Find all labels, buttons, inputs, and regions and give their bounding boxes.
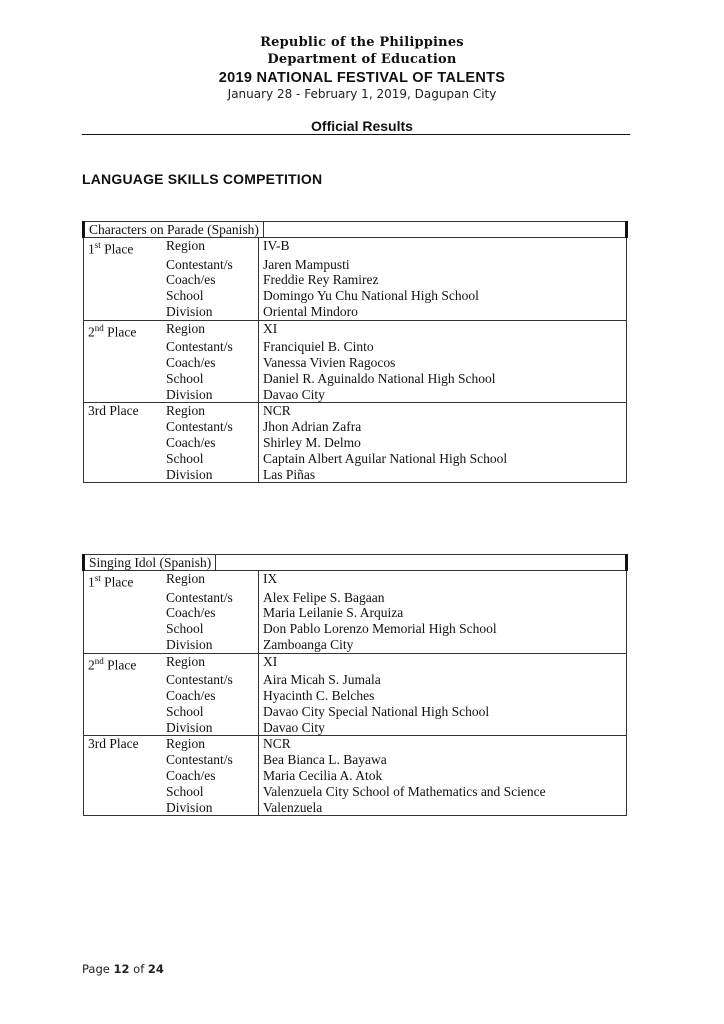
place-cell	[84, 637, 163, 653]
table-row	[84, 720, 627, 736]
table-row	[84, 257, 627, 273]
field-label: Region	[162, 736, 259, 752]
field-value: Aira Micah S. Jumala	[259, 672, 627, 688]
field-label: Region	[162, 403, 259, 419]
place-cell	[84, 720, 163, 736]
table-row	[84, 688, 627, 704]
footer-page-number: 12	[113, 962, 130, 976]
field-value: Valenzuela	[259, 800, 627, 816]
footer-page-word: Page	[82, 962, 110, 976]
table-row	[84, 451, 627, 467]
field-label: Division	[162, 637, 259, 653]
field-label: Contestant/s	[162, 752, 259, 768]
table-row	[84, 768, 627, 784]
field-value: Jhon Adrian Zafra	[259, 419, 627, 435]
place-cell	[84, 467, 163, 483]
field-label: Division	[162, 467, 259, 483]
field-value: Oriental Mindoro	[259, 304, 627, 320]
table-row	[84, 403, 627, 419]
table-row	[84, 605, 627, 621]
table-row	[84, 571, 627, 590]
field-label: Contestant/s	[162, 672, 259, 688]
table-row	[84, 272, 627, 288]
table-caption-row	[84, 555, 627, 571]
field-value: Franciquiel B. Cinto	[259, 339, 627, 355]
place-cell	[84, 621, 163, 637]
table-row	[84, 784, 627, 800]
table-row	[84, 320, 627, 339]
field-label: Coach/es	[162, 605, 259, 621]
table-caption-cell	[84, 222, 627, 238]
place-cell	[84, 304, 163, 320]
table-row	[84, 467, 627, 483]
table-row	[84, 621, 627, 637]
field-value: Valenzuela City School of Mathematics and Science	[259, 784, 627, 800]
field-value: NCR	[259, 736, 627, 752]
field-value: Vanessa Vivien Ragocos	[259, 355, 627, 371]
header-event-title: 2019 NATIONAL FESTIVAL OF TALENTS	[218, 70, 506, 86]
field-label: School	[162, 288, 259, 304]
field-label: Coach/es	[162, 768, 259, 784]
field-value: Freddie Rey Ramirez	[259, 272, 627, 288]
place-cell	[84, 768, 163, 784]
place-cell	[84, 800, 163, 816]
field-value: Alex Felipe S. Bagaan	[259, 590, 627, 606]
field-label: Region	[162, 653, 259, 672]
table-caption: Characters on Parade (Spanish)	[89, 222, 264, 237]
field-value: Davao City Special National High School	[259, 704, 627, 720]
place-cell	[84, 419, 163, 435]
place-cell	[84, 451, 163, 467]
table-row	[84, 304, 627, 320]
table-row	[84, 736, 627, 752]
place-cell	[84, 752, 163, 768]
place-cell	[84, 257, 163, 273]
header-divider	[82, 134, 630, 135]
table-row	[84, 238, 627, 257]
field-value: Zamboanga City	[259, 637, 627, 653]
field-value: Bea Bianca L. Bayawa	[259, 752, 627, 768]
field-value: NCR	[259, 403, 627, 419]
table-row	[84, 371, 627, 387]
header-republic: Republic of the Philippines	[260, 35, 464, 50]
footer-total-pages: 24	[147, 962, 164, 976]
table-row	[84, 419, 627, 435]
place-cell	[84, 355, 163, 371]
field-label: School	[162, 784, 259, 800]
place-cell	[84, 784, 163, 800]
field-label: Division	[162, 304, 259, 320]
field-label: School	[162, 371, 259, 387]
field-value: XI	[259, 653, 627, 672]
field-label: Region	[162, 320, 259, 339]
place-cell	[84, 371, 163, 387]
place-cell	[84, 339, 163, 355]
place-cell	[84, 688, 163, 704]
table-row	[84, 387, 627, 403]
header-department: Department of Education	[267, 52, 457, 67]
field-label: Coach/es	[162, 688, 259, 704]
place-cell: 2nd Place	[84, 320, 163, 339]
table-caption-row	[84, 222, 627, 238]
place-cell: 2nd Place	[84, 653, 163, 672]
field-value: XI	[259, 320, 627, 339]
field-label: School	[162, 704, 259, 720]
place-cell: 1st Place	[84, 571, 163, 590]
place-cell	[84, 435, 163, 451]
field-value: Jaren Mampusti	[259, 257, 627, 273]
place-cell	[84, 272, 163, 288]
field-value: Davao City	[259, 720, 627, 736]
field-label: Coach/es	[162, 355, 259, 371]
table-row	[84, 653, 627, 672]
field-value: Hyacinth C. Belches	[259, 688, 627, 704]
field-label: Division	[162, 800, 259, 816]
document-header	[0, 34, 724, 102]
place-cell	[84, 704, 163, 720]
field-label: Contestant/s	[162, 257, 259, 273]
field-label: Coach/es	[162, 435, 259, 451]
place-cell: 1st Place	[84, 238, 163, 257]
table-caption: Singing Idol (Spanish)	[89, 555, 216, 570]
field-value: Captain Albert Aguilar National High School	[259, 451, 627, 467]
place-cell	[84, 387, 163, 403]
header-event-dates: January 28 - February 1, 2019, Dagupan City	[227, 87, 497, 101]
results-table-characters-on-parade	[82, 221, 628, 483]
field-value: Shirley M. Delmo	[259, 435, 627, 451]
field-value: IX	[259, 571, 627, 590]
table-row	[84, 704, 627, 720]
field-value: Davao City	[259, 387, 627, 403]
field-value: IV-B	[259, 238, 627, 257]
table-row	[84, 435, 627, 451]
table-row	[84, 672, 627, 688]
table-row	[84, 288, 627, 304]
table-row	[84, 339, 627, 355]
field-label: School	[162, 621, 259, 637]
table-row	[84, 800, 627, 816]
competition-title: LANGUAGE SKILLS COMPETITION	[82, 171, 323, 187]
table-row	[84, 355, 627, 371]
field-label: Contestant/s	[162, 419, 259, 435]
field-value: Maria Cecilia A. Atok	[259, 768, 627, 784]
field-label: Region	[162, 238, 259, 257]
field-label: Division	[162, 387, 259, 403]
place-cell	[84, 288, 163, 304]
place-cell: 3rd Place	[84, 736, 163, 752]
field-label: Contestant/s	[162, 339, 259, 355]
table-caption-cell	[84, 555, 627, 571]
table-row	[84, 752, 627, 768]
official-results-heading: Official Results	[311, 118, 413, 134]
page-footer	[82, 962, 164, 976]
field-value: Las Piñas	[259, 467, 627, 483]
field-label: School	[162, 451, 259, 467]
field-value: Daniel R. Aguinaldo National High School	[259, 371, 627, 387]
place-cell: 3rd Place	[84, 403, 163, 419]
field-value: Maria Leilanie S. Arquiza	[259, 605, 627, 621]
place-cell	[84, 605, 163, 621]
field-label: Division	[162, 720, 259, 736]
table-row	[84, 637, 627, 653]
place-cell	[84, 590, 163, 606]
place-cell	[84, 672, 163, 688]
field-value: Domingo Yu Chu National High School	[259, 288, 627, 304]
field-label: Region	[162, 571, 259, 590]
results-table-singing-idol	[82, 554, 628, 816]
table-row	[84, 590, 627, 606]
footer-of-word: of	[133, 962, 145, 976]
field-label: Coach/es	[162, 272, 259, 288]
field-value: Don Pablo Lorenzo Memorial High School	[259, 621, 627, 637]
field-label: Contestant/s	[162, 590, 259, 606]
